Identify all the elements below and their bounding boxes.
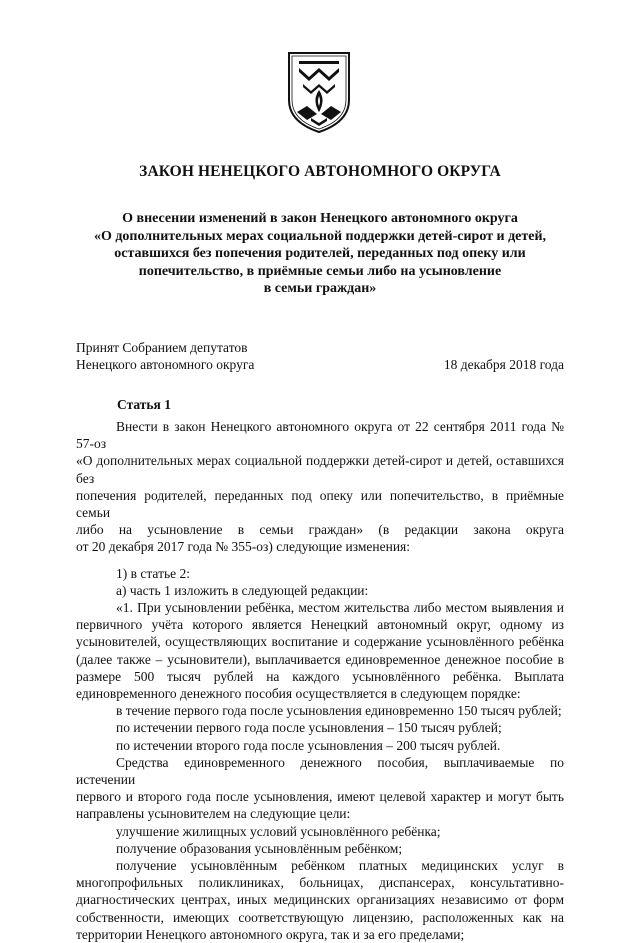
adopted-by-line-2: Ненецкого автономного округа <box>76 357 255 372</box>
paragraph-line: либо на усыновление в семьи граждан» (в редакции закона округа <box>76 522 564 538</box>
paragraph-line: по истечении первого года после усыновления – 150 тысяч рублей; <box>116 720 502 736</box>
paragraph-line: получение усыновлённым ребёнком платных медицинских услуг в <box>116 858 564 874</box>
coat-of-arms-icon <box>285 50 353 134</box>
adoption-date: 18 декабря 2018 года <box>443 357 564 372</box>
subtitle-line: в семьи граждан» <box>263 281 377 296</box>
paragraph-line: «1. При усыновлении ребёнка, местом жительства либо местом выявления и <box>116 600 564 616</box>
article-title: Статья 1 <box>117 397 171 412</box>
law-subtitle <box>60 210 580 298</box>
paragraph-line: «О дополнительных мерах социальной поддержки детей-сирот и детей, оставшихся без <box>76 453 564 486</box>
paragraph-line: получение образования усыновлённым ребёнком; <box>116 840 403 856</box>
subtitle-line: «О дополнительных мерах социальной поддержки детей-сирот и детей, <box>93 228 547 244</box>
paragraph-line: улучшение жилищных условий усыновлённого ребёнка; <box>116 823 441 839</box>
paragraph-line: 1) в статье 2: <box>116 565 190 581</box>
subtitle-line: попечительство, в приёмные семьи либо на усыновление <box>138 263 502 279</box>
paragraph-line: первого и второго года после усыновления, имеют целевой характер и могут быть <box>76 789 564 805</box>
paragraph-line: в течение первого года после усыновления единовременно 150 тысяч рублей; <box>116 703 562 719</box>
adoption-block <box>76 339 564 373</box>
paragraph-line: усыновителей, осуществляющих воспитание и содержание усыновлённого ребёнка <box>76 634 564 650</box>
paragraph-line: по истечении второго года после усыновления – 200 тысяч рублей. <box>116 737 501 753</box>
paragraph-line: направлены усыновителем на следующие цели: <box>76 806 351 822</box>
paragraph-line: территории Ненецкого автономного округа, так и за его пределами; <box>76 926 465 942</box>
paragraph-line: первичного учёта которого является Ненецкий автономный округ, одному из <box>76 617 564 633</box>
paragraph-line: многопрофильных поликлиниках, больницах, диспансерах, консультативно- <box>76 875 564 891</box>
paragraph-line: размере 500 тысяч рублей на каждого усыновлённого ребёнка. Выплата <box>76 668 564 684</box>
paragraph-line: (далее также – усыновители), выплачивается единовременное денежное пособие в <box>76 651 564 667</box>
subtitle-line: оставшихся без попечения родителей, переданных под опеку или <box>114 246 526 261</box>
adopted-by-line-1: Принят Собранием депутатов <box>76 340 248 355</box>
law-title: ЗАКОН НЕНЕЦКОГО АВТОНОМНОГО ОКРУГА <box>139 163 501 180</box>
paragraph-line: от 20 декабря 2017 года № 355-оз) следующие изменения: <box>76 539 411 555</box>
article-body <box>76 418 564 943</box>
paragraph-line: собственности, имеющих соответствующую лицензию, расположенных как на <box>76 909 564 925</box>
subtitle-line: О внесении изменений в закон Ненецкого автономного округа <box>122 211 518 226</box>
paragraph-line: попечения родителей, переданных под опеку или попечительство, в приёмные семьи <box>76 487 564 521</box>
paragraph-line: Средства единовременного денежного пособия, выплачиваемые по истечении <box>76 754 564 788</box>
paragraph-line: диагностических центрах, иных медицинских организациях независимо от форм <box>76 892 564 908</box>
paragraph-line: Внести в закон Ненецкого автономного округа от 22 сентября 2011 года № 57-оз <box>76 419 564 452</box>
paragraph-line: единовременного денежного пособия осуществляется в следующем порядке: <box>76 686 521 702</box>
paragraph-line: а) часть 1 изложить в следующей редакции: <box>116 582 369 598</box>
